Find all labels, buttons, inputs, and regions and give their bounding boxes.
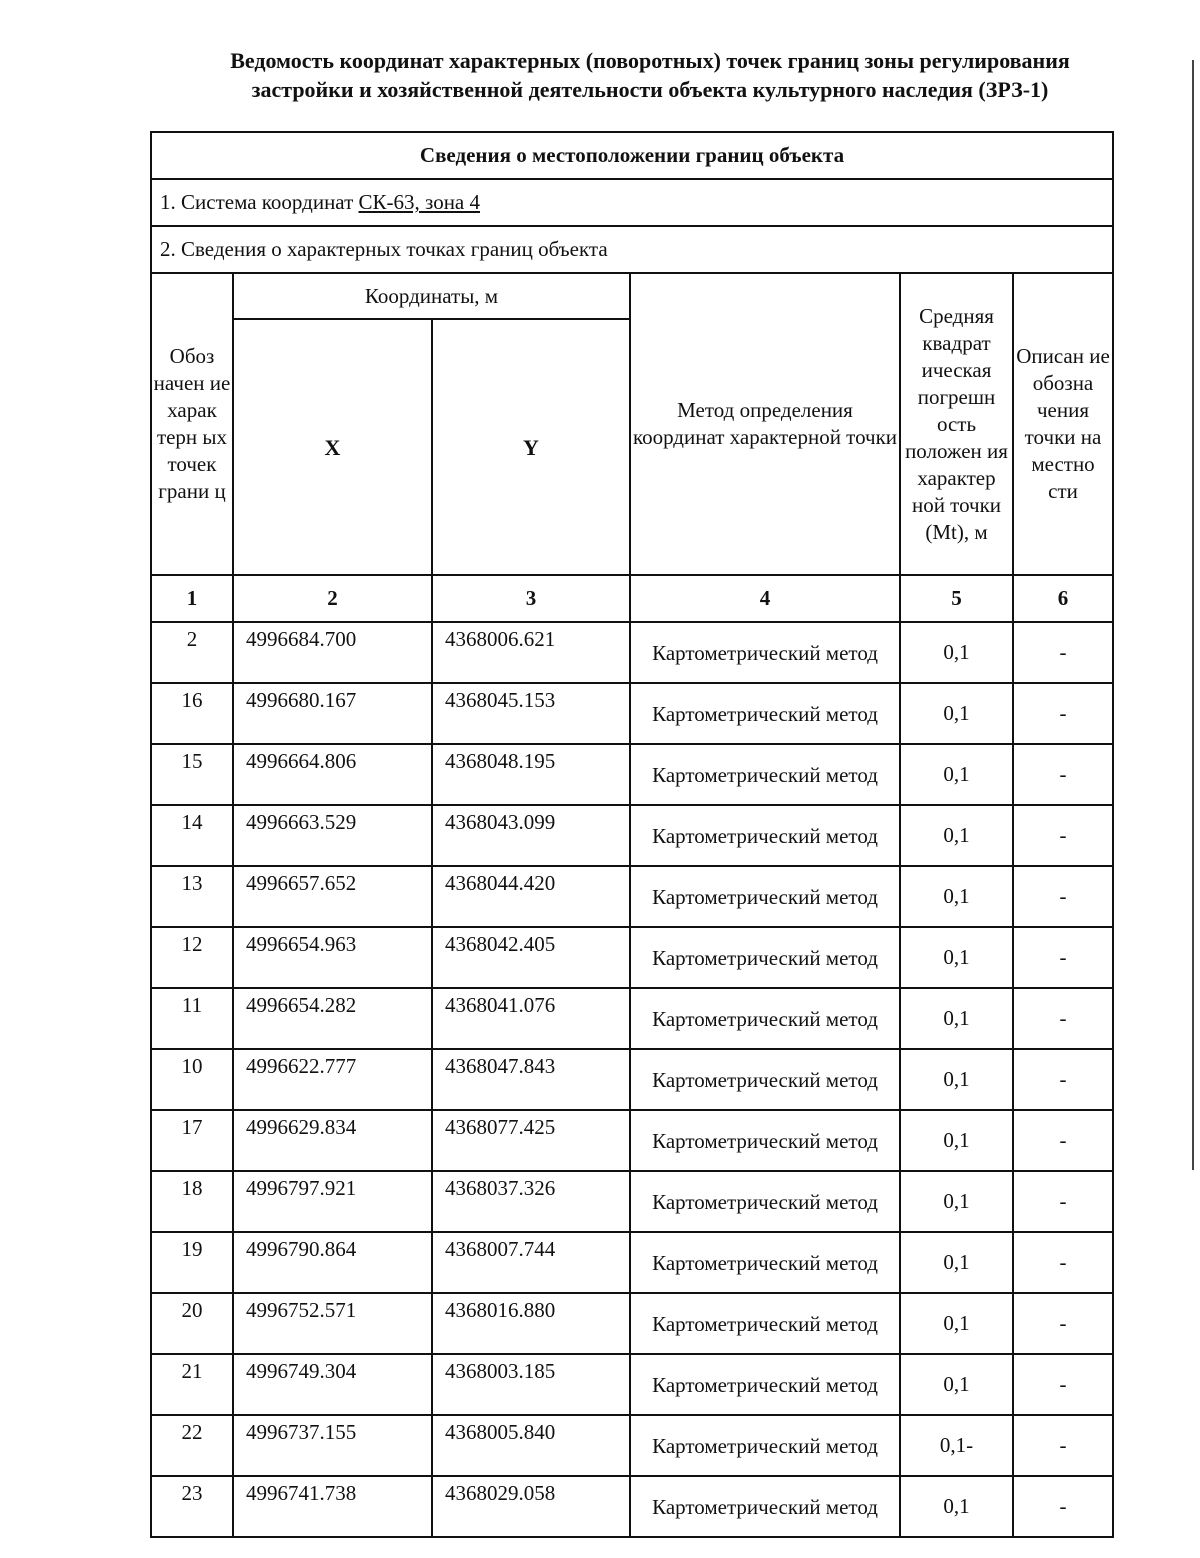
point-number-cell: 2: [151, 622, 233, 683]
method-cell: Картометрический метод: [630, 683, 900, 744]
header-x: X: [233, 319, 432, 575]
x-coordinate-cell: 4996622.777: [233, 1049, 432, 1110]
method-cell: Картометрический метод: [630, 927, 900, 988]
error-cell: 0,1: [900, 805, 1013, 866]
x-coordinate-cell: 4996654.282: [233, 988, 432, 1049]
column-number: 4: [630, 575, 900, 622]
y-coordinate-cell: 4368043.099: [432, 805, 630, 866]
point-number-cell: 19: [151, 1232, 233, 1293]
description-cell: -: [1013, 866, 1113, 927]
method-cell: Картометрический метод: [630, 1415, 900, 1476]
y-coordinate-cell: 4368047.843: [432, 1049, 630, 1110]
y-coordinate-cell: 4368037.326: [432, 1171, 630, 1232]
method-cell: Картометрический метод: [630, 805, 900, 866]
error-cell: 0,1: [900, 927, 1013, 988]
point-number-cell: 17: [151, 1110, 233, 1171]
y-coordinate-cell: 4368042.405: [432, 927, 630, 988]
point-number-cell: 16: [151, 683, 233, 744]
point-number-cell: 18: [151, 1171, 233, 1232]
header-coordinates: Координаты, м: [233, 273, 630, 319]
x-coordinate-cell: 4996629.834: [233, 1110, 432, 1171]
coord-system-label: 1. Система координат: [160, 190, 359, 214]
table-row: [151, 1232, 1113, 1293]
title-line-2: застройки и хозяйственной деятельности объекта культурного наследия (ЗРЗ-1): [251, 77, 1049, 102]
coord-system-value: СК-63, зона 4: [358, 190, 481, 214]
description-cell: -: [1013, 744, 1113, 805]
point-number-cell: 20: [151, 1293, 233, 1354]
point-number-cell: 14: [151, 805, 233, 866]
header-description: Описан ие обозна чения точки на местно сти: [1013, 273, 1113, 575]
column-number: 5: [900, 575, 1013, 622]
point-number-cell: 23: [151, 1476, 233, 1537]
table-row: [151, 1171, 1113, 1232]
description-cell: -: [1013, 1232, 1113, 1293]
column-numbers-row: [151, 575, 1113, 622]
y-coordinate-cell: 4368077.425: [432, 1110, 630, 1171]
method-cell: Картометрический метод: [630, 1110, 900, 1171]
table-row: [151, 866, 1113, 927]
point-number-cell: 21: [151, 1354, 233, 1415]
table-row: [151, 744, 1113, 805]
table-row: [151, 683, 1113, 744]
point-number-cell: 10: [151, 1049, 233, 1110]
description-cell: -: [1013, 683, 1113, 744]
header-designation: Обоз начен ие харак терн ых точек грани ц: [151, 273, 233, 575]
x-coordinate-cell: 4996737.155: [233, 1415, 432, 1476]
method-cell: Картометрический метод: [630, 1232, 900, 1293]
point-number-cell: 11: [151, 988, 233, 1049]
x-coordinate-cell: 4996663.529: [233, 805, 432, 866]
error-cell: 0,1: [900, 1476, 1013, 1537]
y-coordinate-cell: 4368005.840: [432, 1415, 630, 1476]
table-row: [151, 805, 1113, 866]
table-row: [151, 1354, 1113, 1415]
coordinates-table: [150, 131, 1114, 1538]
column-number: 1: [151, 575, 233, 622]
description-cell: -: [1013, 622, 1113, 683]
column-number: 2: [233, 575, 432, 622]
x-coordinate-cell: 4996749.304: [233, 1354, 432, 1415]
x-coordinate-cell: 4996741.738: [233, 1476, 432, 1537]
title-line-1: Ведомость координат характерных (поворотных) точек границ зоны регулирования: [230, 48, 1070, 73]
description-cell: -: [1013, 1354, 1113, 1415]
error-cell: 0,1: [900, 683, 1013, 744]
description-cell: -: [1013, 1049, 1113, 1110]
x-coordinate-cell: 4996790.864: [233, 1232, 432, 1293]
y-coordinate-cell: 4368007.744: [432, 1232, 630, 1293]
point-number-cell: 22: [151, 1415, 233, 1476]
error-cell: 0,1-: [900, 1415, 1013, 1476]
method-cell: Картометрический метод: [630, 1293, 900, 1354]
description-cell: -: [1013, 805, 1113, 866]
document-title: [150, 46, 1150, 104]
method-cell: Картометрический метод: [630, 1354, 900, 1415]
y-coordinate-cell: 4368044.420: [432, 866, 630, 927]
points-info-row: 2. Сведения о характерных точках границ объекта: [151, 226, 1113, 273]
y-coordinate-cell: 4368045.153: [432, 683, 630, 744]
method-cell: Картометрический метод: [630, 988, 900, 1049]
description-cell: -: [1013, 1415, 1113, 1476]
x-coordinate-cell: 4996752.571: [233, 1293, 432, 1354]
scan-edge-line: [1192, 60, 1194, 1170]
y-coordinate-cell: 4368006.621: [432, 622, 630, 683]
table-row: [151, 1110, 1113, 1171]
header-y: Y: [432, 319, 630, 575]
description-cell: -: [1013, 927, 1113, 988]
error-cell: 0,1: [900, 1232, 1013, 1293]
table-row: [151, 988, 1113, 1049]
point-number-cell: 13: [151, 866, 233, 927]
method-cell: Картометрический метод: [630, 622, 900, 683]
error-cell: 0,1: [900, 1293, 1013, 1354]
description-cell: -: [1013, 1293, 1113, 1354]
x-coordinate-cell: 4996797.921: [233, 1171, 432, 1232]
error-cell: 0,1: [900, 988, 1013, 1049]
x-coordinate-cell: 4996680.167: [233, 683, 432, 744]
table-row: [151, 1415, 1113, 1476]
table-row: [151, 1293, 1113, 1354]
method-cell: Картометрический метод: [630, 1171, 900, 1232]
section-header: Сведения о местоположении границ объекта: [151, 132, 1113, 179]
method-cell: Картометрический метод: [630, 1049, 900, 1110]
x-coordinate-cell: 4996684.700: [233, 622, 432, 683]
y-coordinate-cell: 4368016.880: [432, 1293, 630, 1354]
error-cell: 0,1: [900, 1354, 1013, 1415]
description-cell: -: [1013, 1110, 1113, 1171]
error-cell: 0,1: [900, 1110, 1013, 1171]
table-row: [151, 927, 1113, 988]
error-cell: 0,1: [900, 744, 1013, 805]
y-coordinate-cell: 4368029.058: [432, 1476, 630, 1537]
method-cell: Картометрический метод: [630, 1476, 900, 1537]
y-coordinate-cell: 4368048.195: [432, 744, 630, 805]
error-cell: 0,1: [900, 1049, 1013, 1110]
column-number: 3: [432, 575, 630, 622]
description-cell: -: [1013, 988, 1113, 1049]
x-coordinate-cell: 4996657.652: [233, 866, 432, 927]
column-number: 6: [1013, 575, 1113, 622]
y-coordinate-cell: 4368041.076: [432, 988, 630, 1049]
point-number-cell: 15: [151, 744, 233, 805]
error-cell: 0,1: [900, 866, 1013, 927]
method-cell: Картометрический метод: [630, 744, 900, 805]
description-cell: -: [1013, 1171, 1113, 1232]
x-coordinate-cell: 4996654.963: [233, 927, 432, 988]
x-coordinate-cell: 4996664.806: [233, 744, 432, 805]
header-method: Метод определения координат характерной точки: [630, 273, 900, 575]
error-cell: 0,1: [900, 1171, 1013, 1232]
error-cell: 0,1: [900, 622, 1013, 683]
y-coordinate-cell: 4368003.185: [432, 1354, 630, 1415]
header-error: Средняя квадрат ическая погрешн ость положен ия характер ной точки (Mt), м: [900, 273, 1013, 575]
coord-system-row: [151, 179, 1113, 226]
description-cell: -: [1013, 1476, 1113, 1537]
point-number-cell: 12: [151, 927, 233, 988]
method-cell: Картометрический метод: [630, 866, 900, 927]
table-row: [151, 1049, 1113, 1110]
table-row: [151, 622, 1113, 683]
table-row: [151, 1476, 1113, 1537]
